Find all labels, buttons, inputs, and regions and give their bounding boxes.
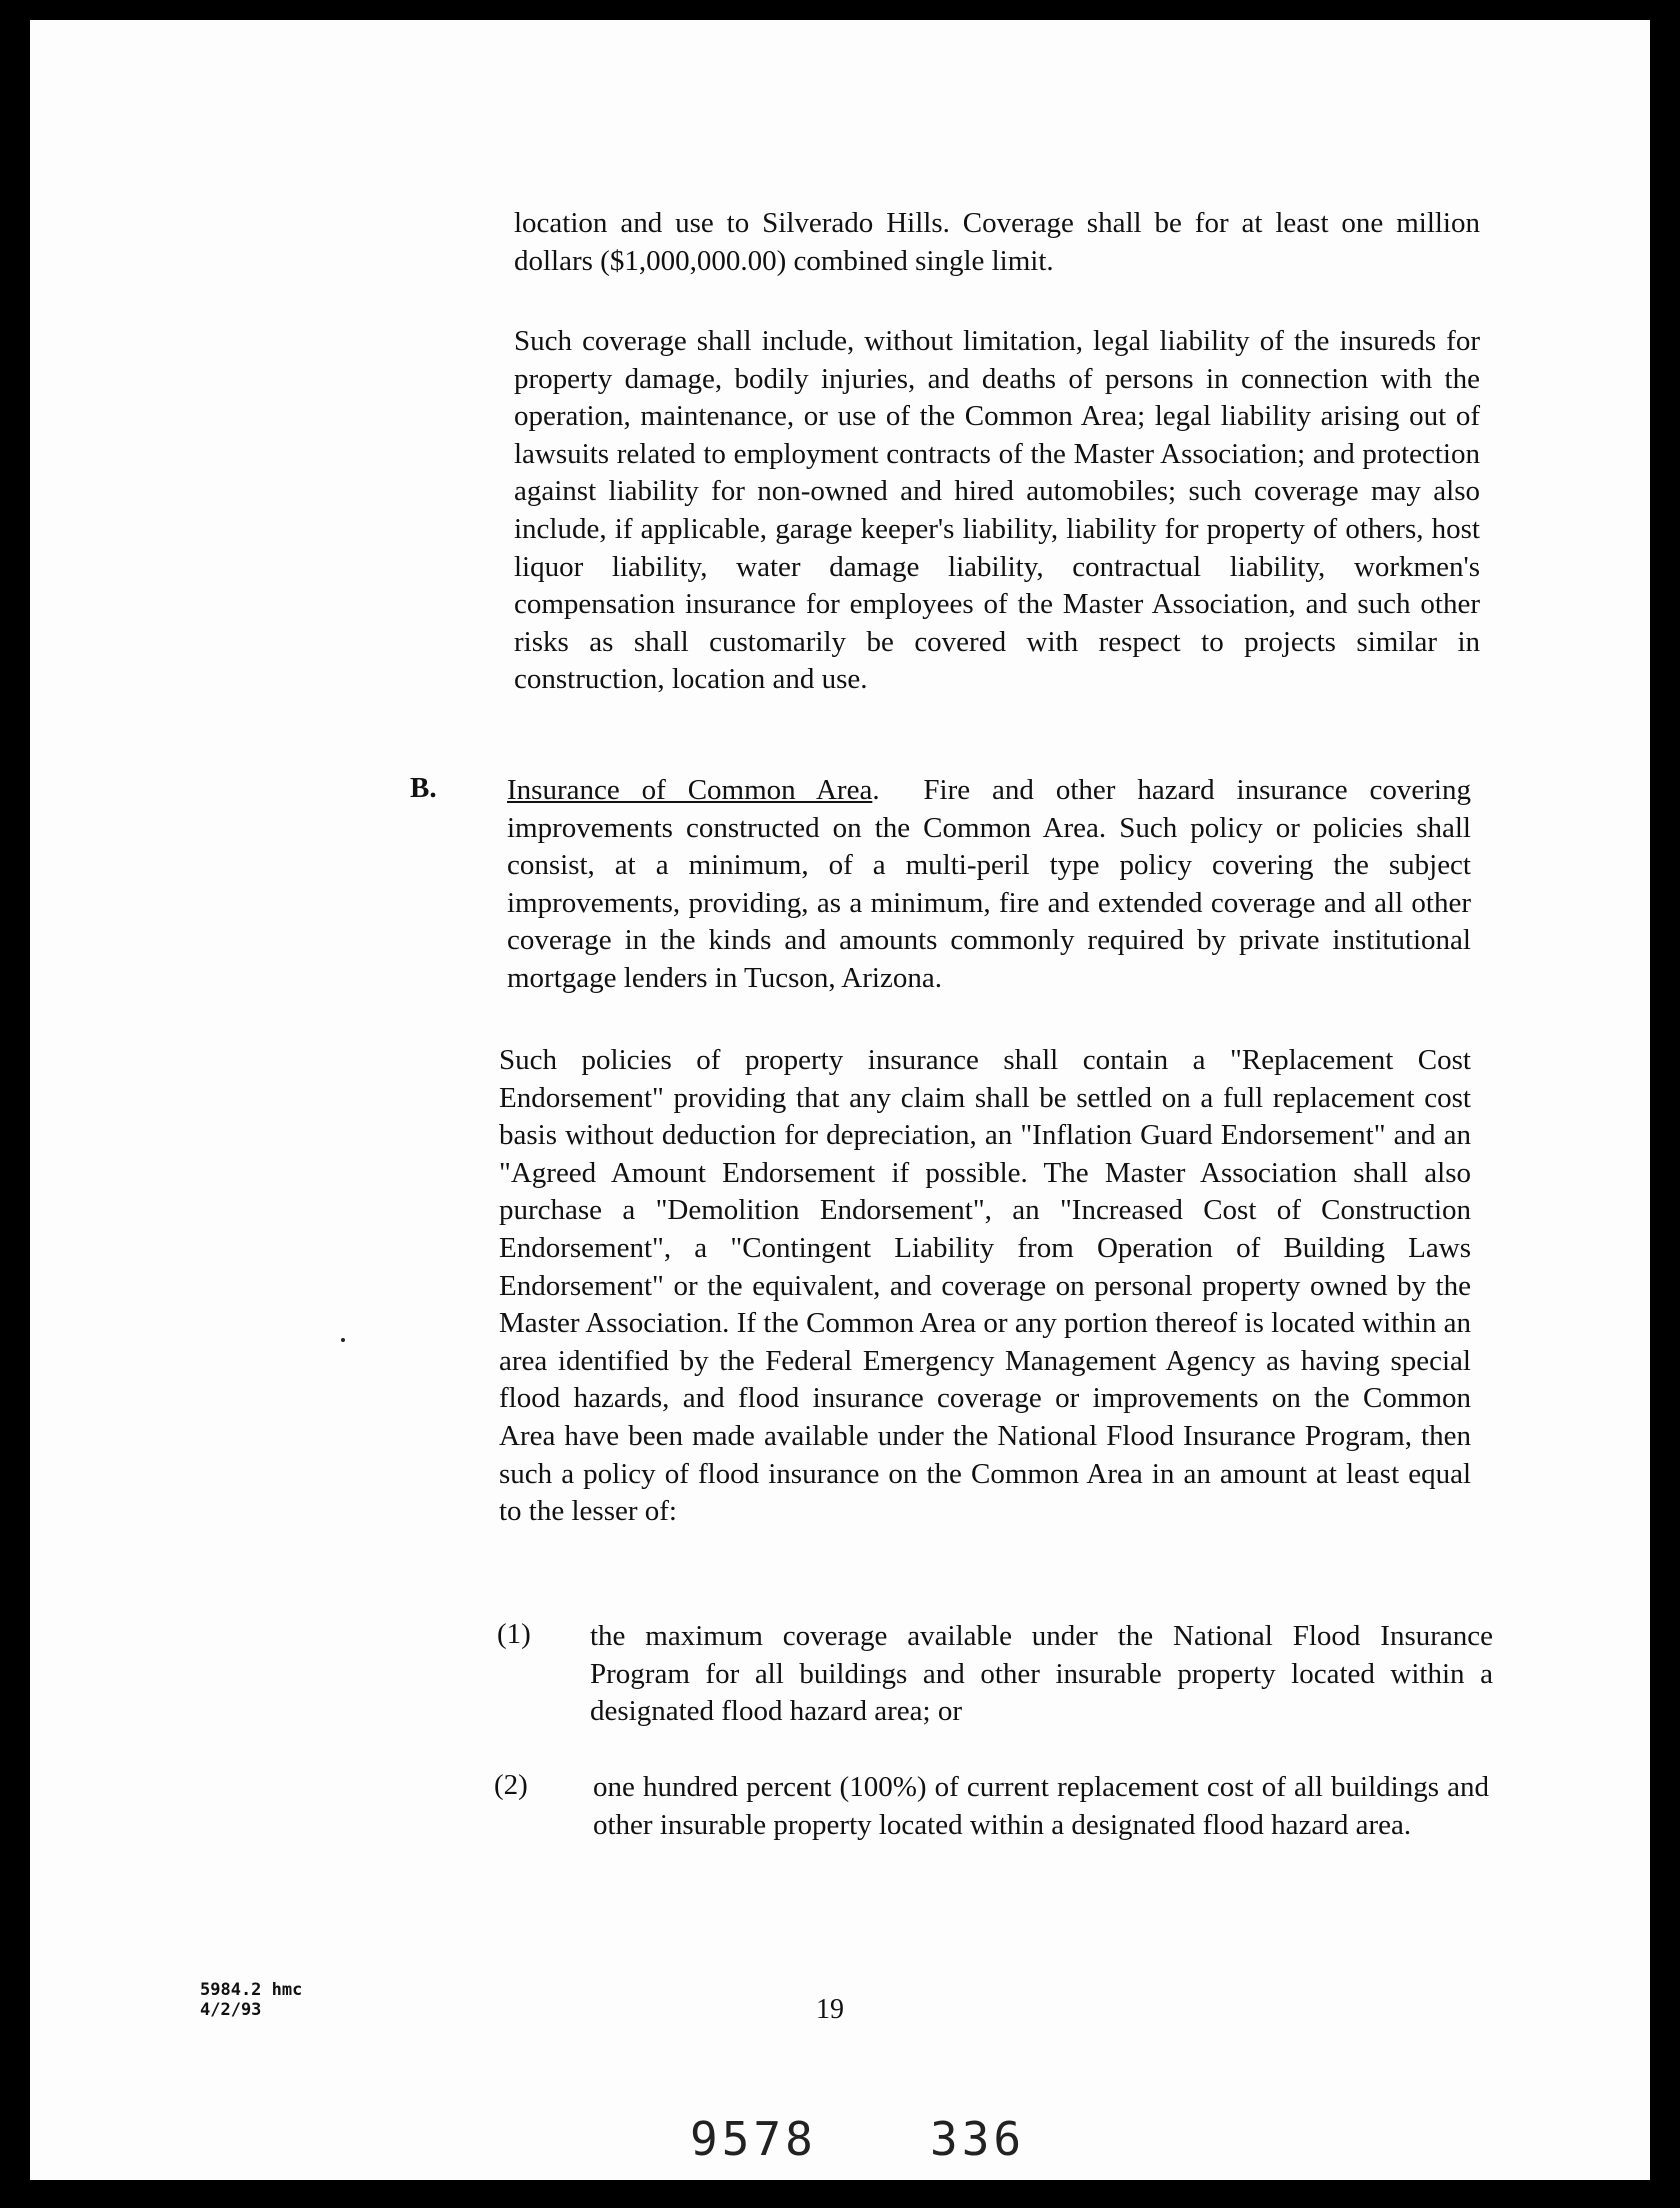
section-b-text: Fire and other hazard insurance covering improvements constructed on the Common Area. Such policy or policies shall consist, at a minimum, of a multi-peril type policy covering the subject improvements, providing, as a minimum, fire and extended coverage and all other coverage in the kinds and amounts commonly required by private institutional mortgage lenders in Tucson, Arizona. xyxy=(507,774,1471,994)
section-b-paragraph xyxy=(507,772,1471,998)
document-code: 5984.2 hmc xyxy=(200,1980,303,2000)
paragraph-liability-coverage: Such coverage shall include, without limitation, legal liability of the insureds for property damage, bodily injuries, and deaths of persons in connection with the operation, maintenance, or use of the Common Area; legal liability arising out of lawsuits related to employment contracts of the Master Association; and protection against liability for non-owned and hired automobiles; such coverage may also include, if applicable, garage keeper's liability, liability for property of others, host liquor liability, water damage liability, contractual liability, workmen's compensation insurance for employees of the Master Association, and such other risks as shall customarily be covered with respect to projects similar in construction, location and use. xyxy=(514,325,1480,696)
paragraph-coverage-limit: location and use to Silverado Hills. Coverage shall be for at least one million dollars ($1,000,000.00) combined single limit. xyxy=(514,207,1480,277)
paragraph-property-insurance: Such policies of property insurance shall contain a "Replacement Cost Endorsement" providing that any claim shall be settled on a full replacement cost basis without deduction for depreciation, an "Inflation Guard Endorsement" and an "Agreed Amount Endorsement if possible. The Master Association shall also purchase a "Demolition Endorsement", an "Increased Cost of Construction Endorsement", a "Contingent Liability from Operation of Building Laws Endorsement" or the equivalent, and coverage on personal property owned by the Master Association. If the Common Area or any portion thereof is located within an area identified by the Federal Emergency Management Agency as having special flood hazards, and flood insurance coverage or improvements on the Common Area have been made available under the National Flood Insurance Program, then such a policy of flood insurance on the Common Area in an amount at least equal to the lesser of: xyxy=(499,1044,1471,1528)
document-reference xyxy=(200,1980,302,2020)
document-date: 4/2/93 xyxy=(200,2000,262,2020)
scan-speck xyxy=(341,1338,345,1342)
page-number: 19 xyxy=(816,1994,844,2025)
document-page xyxy=(30,20,1650,2180)
section-b-heading-punct: . xyxy=(872,774,880,806)
list-item-number: (2) xyxy=(494,1769,528,1801)
list-item-number: (1) xyxy=(497,1618,531,1650)
list-item-text: the maximum coverage available under the National Flood Insurance Program for all buildings and other insurable property located within a designated flood hazard area; or xyxy=(590,1620,1493,1728)
section-b-marker: B. xyxy=(410,772,437,804)
list-item-text: one hundred percent (100%) of current replacement cost of all buildings and other insurable property located within a designated flood hazard area. xyxy=(593,1771,1489,1841)
page-content xyxy=(30,20,1650,2180)
section-b-heading: Insurance of Common Area xyxy=(507,774,873,806)
recording-stamp-book: 9578 xyxy=(690,2112,817,2166)
recording-stamp-page: 336 xyxy=(930,2112,1026,2166)
